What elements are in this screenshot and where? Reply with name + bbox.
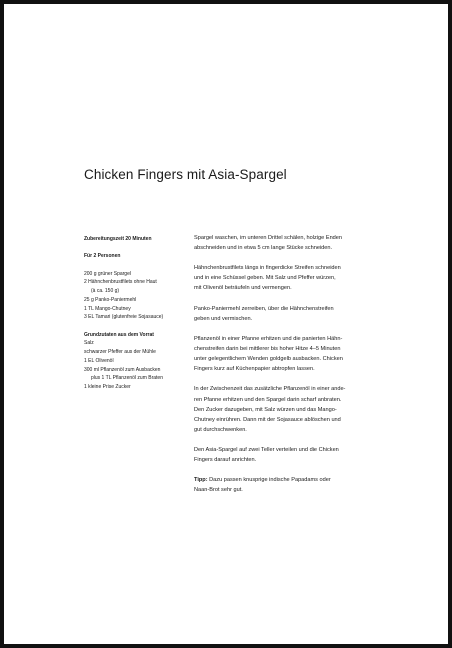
step-line: ren Pfanne erhitzen und den Spargel darin scharf anbraten.	[194, 396, 342, 403]
step-paragraph	[194, 304, 382, 324]
tip-label: Tipp:	[194, 477, 208, 484]
step-line: Panko-Paniermehl zerreiben, über die Hähnchenstreifen	[194, 305, 334, 312]
servings: Für 2 Personen	[84, 253, 121, 260]
step-paragraph	[194, 263, 382, 293]
step-line: mit Olivenöl beträufeln und vermengen.	[194, 285, 292, 292]
step-line: Den Asia-Spargel auf zwei Teller verteilen und die Chicken	[194, 446, 339, 453]
list-item: 3 EL Tamari (glutenfreie Sojasauce)	[84, 314, 164, 321]
pantry-heading: Grundzutaten aus dem Vorrat	[84, 331, 154, 338]
list-item: schwarzer Pfeffer aus der Mühle	[84, 349, 156, 356]
step-line: In der Zwischenzeit das zusätzliche Pflanzenöl in einer ande-	[194, 386, 346, 393]
recipe-title: Chicken Fingers mit Asia-Spargel	[84, 167, 287, 182]
tip-text: Dazu passen knusprige indische Papadams oder	[207, 477, 331, 484]
step-line: gut durchschwenken.	[194, 426, 247, 433]
step-line: Pflanzenöl in einer Pfanne erhitzen und die panierten Hähn-	[194, 335, 343, 342]
list-item: 1 EL Olivenöl	[84, 357, 114, 364]
step-paragraph	[194, 233, 382, 253]
ingredients-column	[84, 235, 184, 392]
list-item: 300 ml Pflanzenöl zum Ausbacken	[84, 366, 161, 373]
list-item: (à ca. 150 g)	[91, 288, 120, 295]
ingredient-list	[84, 270, 184, 322]
instructions-column	[194, 233, 382, 495]
list-item: 1 kleine Prise Zucker	[84, 383, 131, 390]
step-line: Spargel waschen, im unteren Drittel schälen, holzige Enden	[194, 235, 343, 241]
tip-paragraph	[194, 475, 382, 495]
pantry-list	[84, 339, 184, 391]
step-line: unter gelegentlichem Wenden goldgelb ausbacken. Chicken	[194, 356, 343, 363]
step-line: chenstreifen darin bei mittlerer bis hoher Hitze 4–5 Minuten	[194, 346, 341, 353]
step-line: geben und vermischen.	[194, 315, 253, 322]
step-line: Chutney einrühren. Dann mit der Sojasauce ablöschen und	[194, 416, 341, 423]
step-line: abschneiden und in etwa 5 cm lange Stücke schneiden.	[194, 245, 333, 252]
list-item: Salz	[84, 340, 94, 347]
list-item: plus 1 TL Pflanzenöl zum Braten	[91, 375, 163, 382]
step-line: Den Zucker dazugeben, mit Salz würzen und das Mango-	[194, 406, 337, 413]
prep-time: Zubereitungszeit 20 Minuten	[84, 236, 152, 242]
step-line: Fingers darauf anrichten.	[194, 457, 257, 464]
list-item: 2 Hähnchenbrustfilets ohne Haut	[84, 279, 157, 286]
step-line: Naan-Brot sehr gut.	[194, 487, 243, 494]
list-item: 200 g grüner Spargel	[84, 270, 131, 277]
step-line	[194, 475, 382, 485]
step-line: Hähnchenbrustfilets längs in fingerdicke Streifen schneiden	[194, 265, 341, 272]
list-item: 25 g Panko-Paniermehl	[84, 296, 137, 303]
step-line: und in eine Schüssel geben. Mit Salz und Pfeffer würzen,	[194, 275, 336, 282]
step-paragraph	[194, 384, 382, 434]
step-paragraph	[194, 445, 382, 465]
step-paragraph	[194, 334, 382, 374]
list-item: 1 TL Mango-Chutney	[84, 305, 131, 312]
step-line: Fingers kurz auf Küchenpapier abtropfen lassen.	[194, 366, 315, 373]
